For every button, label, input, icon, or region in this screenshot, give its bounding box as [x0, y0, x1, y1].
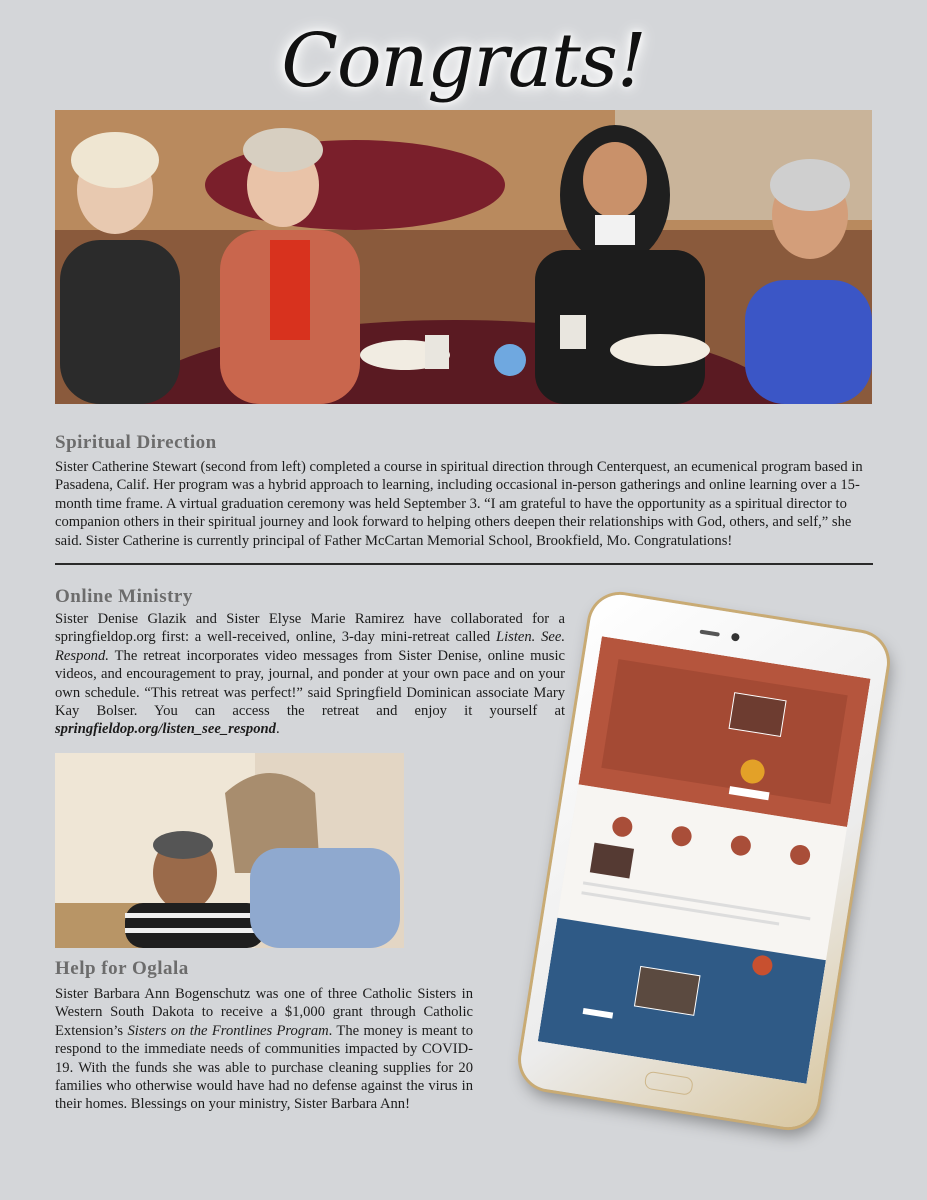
- spiritual-direction-body: Sister Catherine Stewart (second from left) completed a course in spiritual direction through Centerquest, an ecumenical program based in Pasadena, Calif. Her program was a hybrid approach to learning, including occasional in-person gatherings and online learning over a 15-month time frame. A virtual graduation ceremony was held September 3. “I am grateful to have the opportunity as a spiritual director to companion others in their spiritual journey and look forward to helping others deepen their relationships with God, others, and self,” she said. Sister Catherine is currently principal of Father McCartan Memorial School, Brookfield, Mo. Congratulations!: [55, 459, 863, 549]
- online-ministry-text-1: Sister Denise Glazik and Sister Elyse Marie Ramirez have collaborated for a springfieldop.org first: a well-received, online, 3-day mini-retreat called: [55, 611, 565, 646]
- oglala-photo-image: [55, 753, 404, 948]
- speaker-icon: [700, 630, 720, 637]
- section-divider: [55, 563, 873, 565]
- online-ministry-text-2: The retreat incorporates video messages from Sister Denise, online music videos, and encouragement to pray, journal, and ponder at your own pace and on your own schedule. “This retreat was perfect!” said Springfield Dominican associate Mary Kay Bolser. You can access the retreat and enjoy it yourself at: [55, 647, 565, 720]
- online-ministry-body: [55, 610, 565, 739]
- retreat-website-icon: [538, 636, 871, 1084]
- program-name: Sisters on the Frontlines Program: [127, 1022, 329, 1039]
- oglala-text-2: . The money is meant to respond to the immediate needs of communities impacted by COVID-19. With the funds she was able to purchase cleaning supplies for 20 families who otherwise would have had no defense against the virus in their homes. Blessings on your ministry, Sister Barbara Ann!: [55, 1022, 473, 1113]
- home-button-icon: [644, 1071, 694, 1096]
- link-suffix: .: [275, 721, 280, 738]
- help-for-oglala-heading: Help for Oglala: [55, 958, 189, 979]
- spiritual-direction-heading: Spiritual Direction: [55, 432, 217, 453]
- group-photo: [55, 110, 872, 404]
- tablet-icon: [540, 595, 868, 1127]
- oglala-photo: [55, 753, 404, 948]
- tablet-screen: [538, 636, 871, 1084]
- page-title: Congrats!: [281, 18, 646, 104]
- retreat-title: Listen. See. Respond.: [55, 629, 565, 664]
- retreat-link[interactable]: springfieldop.org/listen_see_respond: [55, 721, 276, 738]
- camera-icon: [731, 633, 740, 642]
- oglala-text-1: Sister Barbara Ann Bogenschutz was one of three Catholic Sisters in Western South Dakota to receive a $1,000 grant through Catholic Extension’s: [55, 986, 473, 1039]
- tablet-frame: [517, 591, 892, 1132]
- help-for-oglala-body: [55, 985, 473, 1114]
- group-photo-image: [55, 110, 872, 404]
- online-ministry-heading: Online Ministry: [55, 586, 193, 607]
